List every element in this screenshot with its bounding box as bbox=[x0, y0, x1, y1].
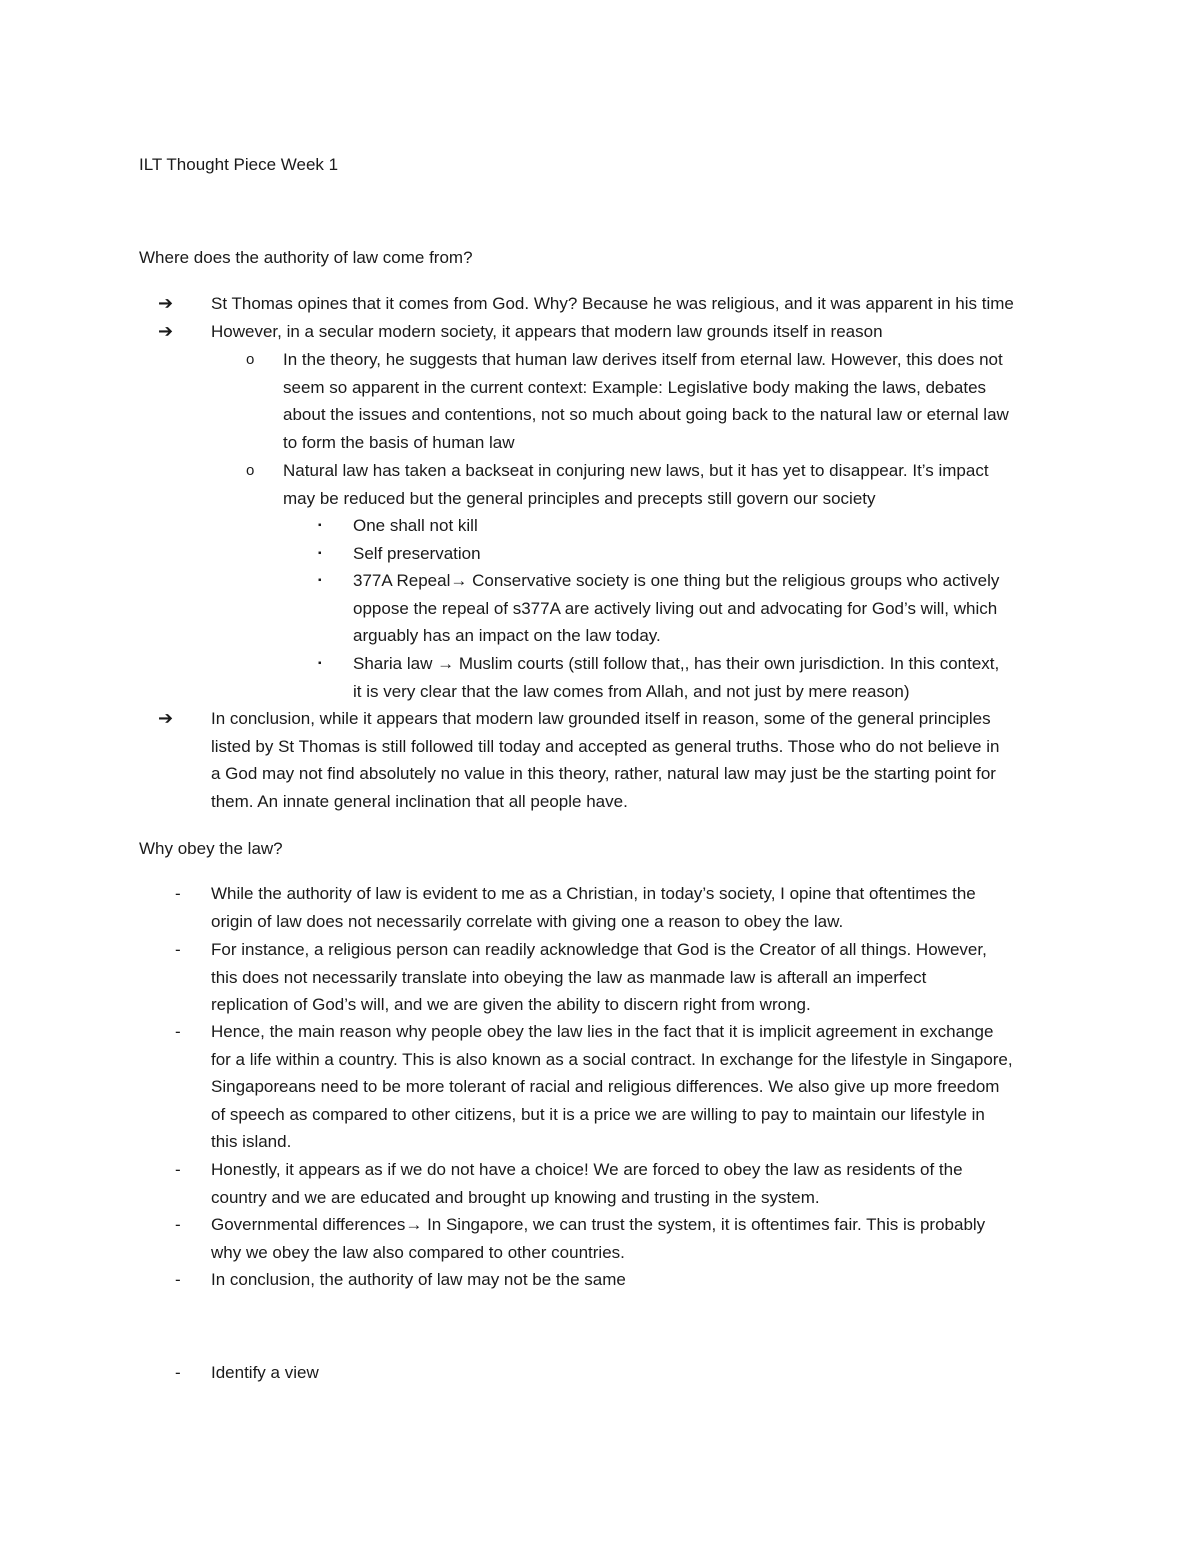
section-heading-obey: Why obey the law? bbox=[139, 839, 283, 858]
sub-list-item: Natural law has taken a backseat in conjuring new laws, but it has yet to disappear. It’s impact may be reduced but the general principles and precepts still govern our society bbox=[283, 461, 989, 508]
bullet-item: Self preservation bbox=[353, 544, 481, 563]
list-item: However, in a secular modern society, it appears that modern law grounds itself in reason bbox=[211, 322, 883, 341]
arrow-bullet-icon: ➔ bbox=[158, 321, 174, 341]
bullet-item: Sharia law → Muslim courts (still follow that,, has their own jurisdiction. In this context, it is very clear that the law comes from Allah, and not just by mere reason) bbox=[353, 654, 1000, 701]
circle-bullet-icon: o bbox=[246, 351, 255, 368]
list-item: Hence, the main reason why people obey the law lies in the fact that it is implicit agreement in exchange for a life within a country. This is also known as a social contract. In exchange for the lifestyle in Singapore, Singaporeans need to be more tolerant of racial and religious differences. We also give up more freedom of speech as compared to other citizens, but it is a price we are willing to pay to maintain our lifestyle in this island. bbox=[211, 1022, 1013, 1151]
list-item: Identify a view bbox=[211, 1363, 319, 1382]
list-item: Honestly, it appears as if we do not have a choice! We are forced to obey the law as residents of the country and we are educated and brought up knowing and trusting in the system. bbox=[211, 1160, 963, 1207]
dash-bullet-icon: - bbox=[175, 1363, 181, 1382]
arrow-bullet-icon: ➔ bbox=[158, 708, 174, 728]
arrow-bullet-icon: ➔ bbox=[158, 293, 174, 313]
list-item: St Thomas opines that it comes from God. Why? Because he was religious, and it was apparent in his time bbox=[211, 294, 1014, 313]
list-item: Governmental differences→ In Singapore, we can trust the system, it is oftentimes fair. This is probably why we obey the law also compared to other countries. bbox=[211, 1215, 986, 1262]
list-item: For instance, a religious person can readily acknowledge that God is the Creator of all things. However, this does not necessarily translate into obeying the law as manmade law is afterall an imperfect replication of God’s will, and we are given the ability to discern right from wrong. bbox=[211, 940, 987, 1014]
square-bullet-icon: ▪ bbox=[318, 658, 322, 669]
dash-bullet-icon: - bbox=[175, 940, 181, 959]
square-bullet-icon: ▪ bbox=[318, 575, 322, 586]
list-item: In conclusion, the authority of law may not be the same bbox=[211, 1270, 626, 1289]
dash-bullet-icon: - bbox=[175, 1270, 181, 1289]
square-bullet-icon: ▪ bbox=[318, 520, 322, 531]
document-title: ILT Thought Piece Week 1 bbox=[139, 155, 339, 174]
list-item: In conclusion, while it appears that modern law grounded itself in reason, some of the general principles listed by St Thomas is still followed till today and accepted as general truths. Those who do not believe in a God may not find absolutely no value in this theory, rather, natural law may just be the starting point for them. An innate general inclination that all people have. bbox=[211, 709, 1000, 811]
bullet-item: 377A Repeal→ Conservative society is one thing but the religious groups who actively oppose the repeal of s377A are actively living out and advocating for God’s will, which arguably has an impact on the law today. bbox=[353, 571, 1000, 645]
list-item: While the authority of law is evident to me as a Christian, in today’s society, I opine that oftentimes the origin of law does not necessarily correlate with giving one a reason to obey the law. bbox=[211, 884, 976, 931]
dash-bullet-icon: - bbox=[175, 1215, 181, 1234]
dash-bullet-icon: - bbox=[175, 884, 181, 903]
circle-bullet-icon: o bbox=[246, 462, 255, 479]
section-heading-authority: Where does the authority of law come from? bbox=[139, 248, 473, 267]
square-bullet-icon: ▪ bbox=[318, 548, 322, 559]
dash-bullet-icon: - bbox=[175, 1160, 181, 1179]
bullet-item: One shall not kill bbox=[353, 516, 478, 535]
sub-list-item: In the theory, he suggests that human law derives itself from eternal law. However, this does not seem so apparent in the current context: Example: Legislative body making the laws, debates about the issues and contentions, not so much about going back to the natural law or eternal law to form the basis of human law bbox=[283, 350, 1009, 452]
dash-bullet-icon: - bbox=[175, 1022, 181, 1041]
